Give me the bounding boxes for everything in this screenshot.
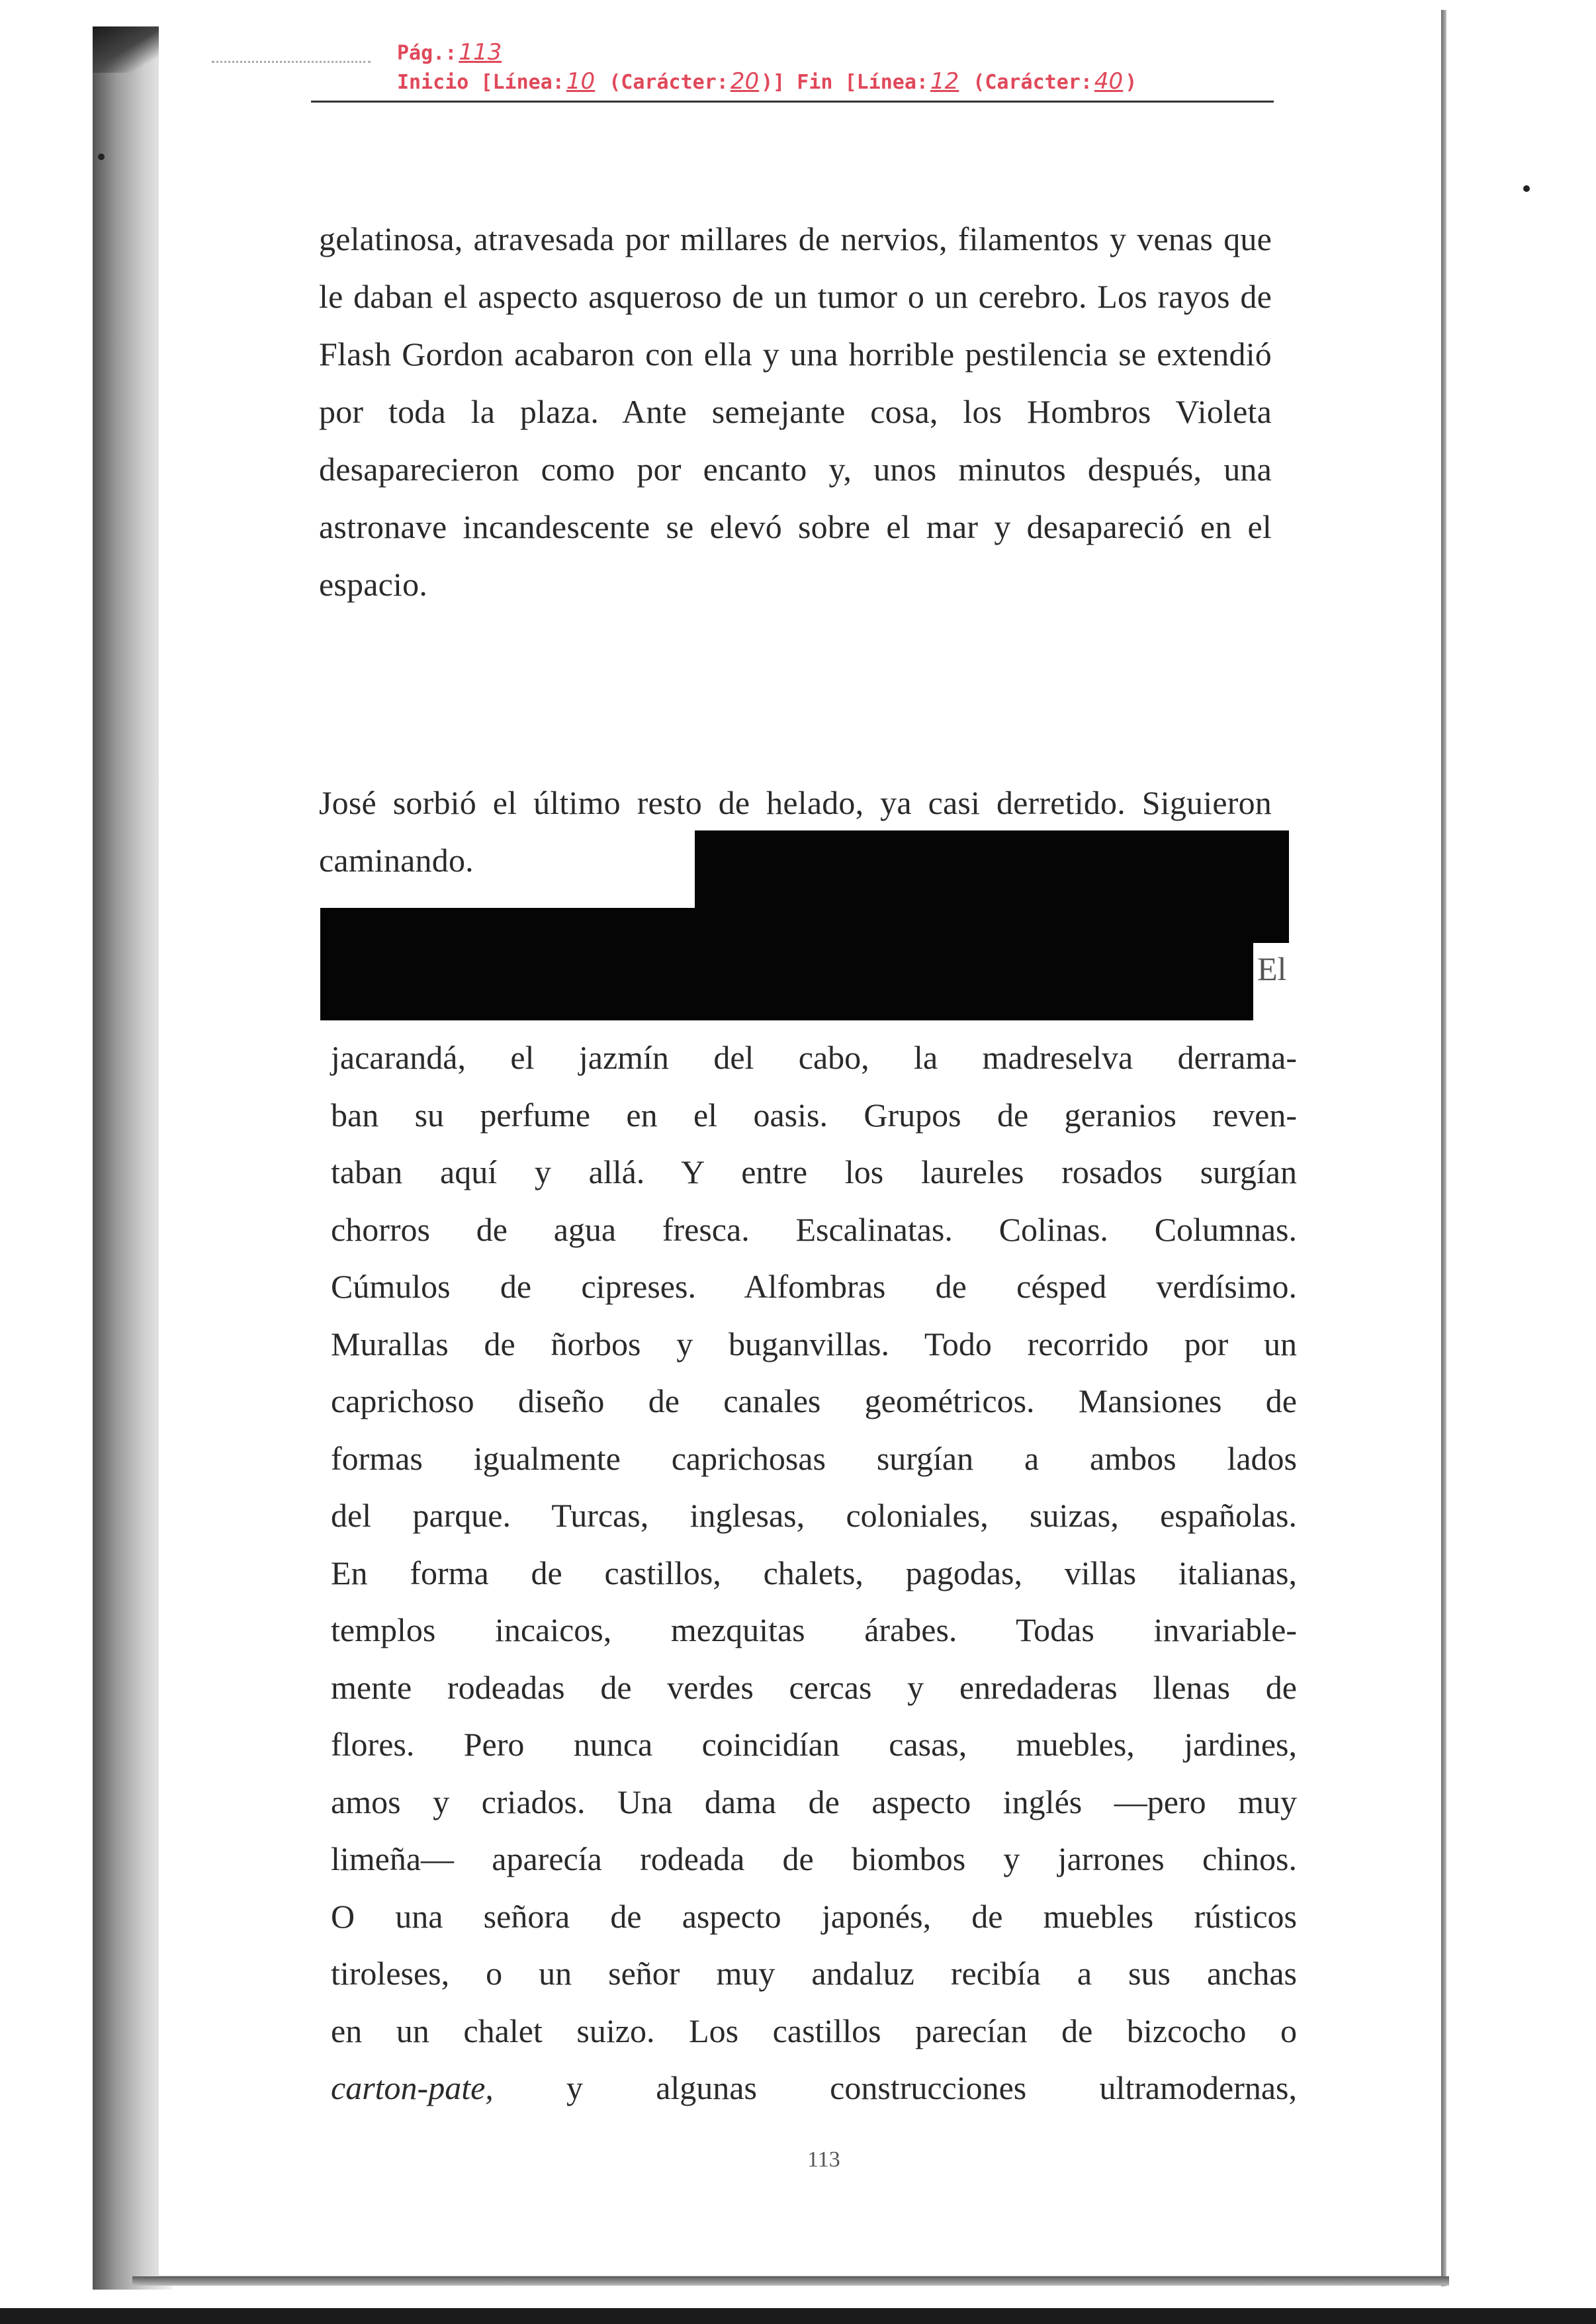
- stamp-page-label: Pág.:: [397, 42, 457, 65]
- text-line: Cúmulos de cipreses. Alfombras de césped verdísimo.: [331, 1268, 1297, 1305]
- text-line: taban aquí y allá. Y entre los laureles rosados surgían: [331, 1153, 1297, 1190]
- text-line: amos y criados. Una dama de aspecto inglés —pero muy: [331, 1783, 1297, 1820]
- stamp-page-value: 113: [459, 39, 502, 66]
- text-line: caprichoso diseño de canales geométricos. Mansiones de: [331, 1382, 1297, 1419]
- page-bottom-edge: [132, 2276, 1449, 2286]
- stamp-inicio-linea-value: 10: [566, 68, 596, 95]
- text-line: formas igualmente caprichosas surgían a ambos lados: [331, 1439, 1297, 1477]
- paragraph-2-el: El: [1257, 950, 1287, 987]
- last-line-rest: y algunas construcciones ultramodernas,: [493, 2069, 1297, 2106]
- page-right-edge: [1441, 10, 1446, 2286]
- text-line: del parque. Turcas, inglesas, coloniales, suizas, españolas.: [331, 1497, 1297, 1534]
- stamp-line-2: [397, 67, 1137, 97]
- page-number: 113: [807, 2147, 840, 2172]
- stamp-fin-label: Fin [Línea:: [797, 71, 928, 94]
- text-line: ban su perfume en el oasis. Grupos de geranios reven-: [331, 1096, 1297, 1134]
- stamp-caracter-label: (Carácter:: [609, 71, 729, 94]
- header-rule: [311, 101, 1274, 103]
- stamp-close-inicio: )]: [761, 71, 785, 94]
- paragraph-2-body: [331, 1029, 1297, 2117]
- text-line: mente rodeadas de verdes cercas y enredaderas llenas de: [331, 1668, 1297, 1706]
- stamp-close-fin: ): [1125, 71, 1137, 94]
- text-line: limeña— aparecía rodeada de biombos y jarrones chinos.: [331, 1840, 1297, 1877]
- text-line: Murallas de ñorbos y buganvillas. Todo recorrido por un: [331, 1325, 1297, 1363]
- text-line: flores. Pero nunca coincidían casas, muebles, jardines,: [331, 1726, 1297, 1763]
- text-line: En forma de castillos, chalets, pagodas, villas italianas,: [331, 1554, 1297, 1591]
- stamp-fin-caracter-value: 40: [1094, 68, 1124, 95]
- scan-noise: [212, 61, 371, 65]
- text-line: jacarandá, el jazmín del cabo, la madreselva derrama-: [331, 1039, 1297, 1076]
- stamp-inicio-label: Inicio [Línea:: [397, 71, 564, 94]
- text-line: en un chalet suizo. Los castillos parecían de bizcocho o: [331, 2012, 1297, 2049]
- paragraph-1: gelatinosa, atravesada por millares de nervios, filamentos y venas que le daban el aspecto asqueroso de un tumor o un cerebro. Los rayos de Flash Gordon acabaron con ella y una horrible pestilencia se extendió por toda la plaza. Ante semejante cosa, los Hombros Violeta desaparecieron como por encanto y, unos minutos después, una astronave incandescente se elevó sobre el mar y desapareció en el espacio.: [319, 220, 1272, 603]
- text-line: O una señora de aspecto japonés, de muebles rústicos: [331, 1897, 1297, 1935]
- text-line: chorros de agua fresca. Escalinatas. Colinas. Columnas.: [331, 1210, 1297, 1248]
- stamp-line-1: [397, 38, 1137, 67]
- scan-bottom-border: [0, 2308, 1596, 2324]
- stamp-fin-linea-value: 12: [930, 68, 959, 95]
- text-line-last: [331, 2059, 1297, 2117]
- stamp-inicio-caracter-value: 20: [730, 68, 760, 95]
- stamp-fin-caracter-label: (Carácter:: [973, 71, 1092, 94]
- scan-speck: [98, 154, 105, 160]
- italic-term: carton-pate,: [331, 2069, 494, 2106]
- paragraph-2-lead: José sorbió el último resto de helado, ya casi derretido. Siguieron caminando.: [319, 784, 1272, 879]
- reference-stamp: [397, 38, 1137, 97]
- text-line: templos incaicos, mezquitas árabes. Todas invariable-: [331, 1611, 1297, 1648]
- text-line: tiroleses, o un señor muy andaluz recibía a sus anchas: [331, 1955, 1297, 1992]
- redaction-block: [320, 908, 1253, 1020]
- scan-speck: [1523, 185, 1530, 192]
